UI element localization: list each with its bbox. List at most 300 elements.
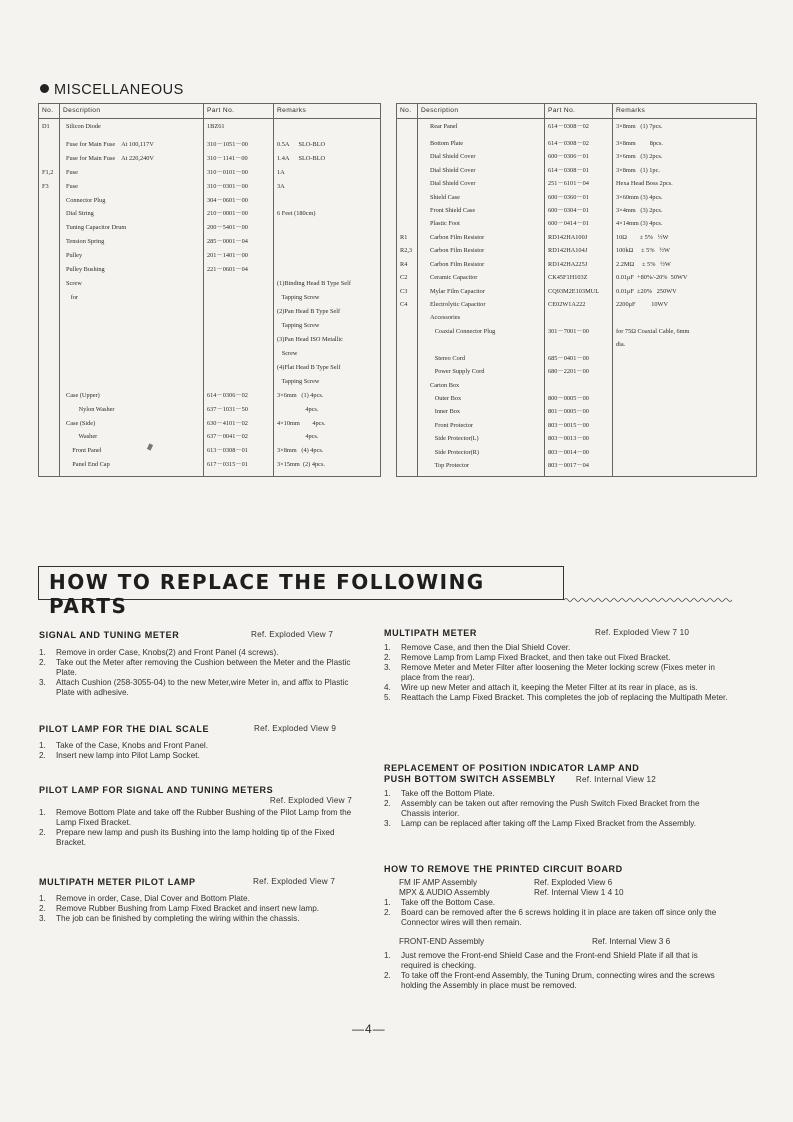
table-row (39, 169, 381, 183)
cell-part-no: 600－0360－01 (545, 194, 613, 207)
table-row (397, 341, 757, 354)
cell-no (397, 435, 418, 448)
cell-no (39, 336, 60, 350)
header-description: Description (418, 104, 545, 119)
cell-description: Rear Panel (418, 119, 545, 140)
section-heading: PILOT LAMP FOR SIGNAL AND TUNING METERS (39, 785, 274, 795)
cell-part-no (545, 314, 613, 327)
cell-part-no: 637－1031－50 (204, 406, 274, 420)
cell-no (397, 207, 418, 220)
cell-no (397, 395, 418, 408)
table-row (397, 247, 757, 260)
step: 3. Remove Meter and Meter Filter after loosening the Meter locking screw (Fixes meter in place from the rear). (384, 663, 715, 682)
cell-description: Carton Box (418, 382, 545, 395)
section-heading: SIGNAL AND TUNING METER (39, 630, 180, 640)
cell-part-no: 800－0005－00 (545, 395, 613, 408)
step: 1. Remove Bottom Plate and take off the Rubber Bushing of the Pilot Lamp from the Lamp Fixed Bracket. (39, 808, 352, 827)
table-row (397, 288, 757, 301)
cell-remarks (274, 224, 381, 238)
step: 1. Remove in order Case, Knobs(2) and Front Panel (4 screws). (39, 648, 279, 657)
table-filler-row (39, 475, 381, 476)
cell-remarks: (3)Pan Head ISO Metallic (274, 336, 381, 350)
signal-tuning-meter-section (39, 630, 362, 698)
filler-cell (418, 475, 545, 476)
cell-no: F3 (39, 183, 60, 197)
cell-remarks (613, 355, 757, 368)
cell-description: Case (Side) (60, 420, 204, 434)
step: 5. Reattach the Lamp Fixed Bracket. This completes the job of replacing the Multipath Meter. (384, 693, 728, 702)
cell-remarks: 3×6mm (3) 2pcs. (613, 153, 757, 166)
header-part-no: Part No. (545, 104, 613, 119)
cell-part-no (545, 382, 613, 395)
cell-no (397, 153, 418, 166)
table-row (39, 433, 381, 447)
table-row (39, 155, 381, 169)
sub-assembly-name: MPX & AUDIO Assembly (399, 888, 490, 897)
cell-part-no: 637－0041－02 (204, 433, 274, 447)
cell-part-no (545, 341, 613, 354)
cell-remarks (613, 382, 757, 395)
cell-no (397, 462, 418, 475)
cell-no (39, 350, 60, 364)
cell-remarks (613, 462, 757, 475)
cell-part-no: 803－0015－00 (545, 422, 613, 435)
sub-assembly-name: FRONT-END Assembly (399, 937, 485, 946)
cell-part-no (204, 336, 274, 350)
step: 4. Wire up new Meter and attach it, keeping the Meter Filter at its rear in place, as is. (384, 683, 698, 692)
cell-part-no: CQ93M2E103MUL (545, 288, 613, 301)
cell-part-no: 600－0304－01 (545, 207, 613, 220)
step: 2. Insert new lamp into Pilot Lamp Socket. (39, 751, 200, 760)
filler-cell (274, 475, 381, 476)
cell-part-no: 251－6101－04 (545, 180, 613, 193)
cell-no (397, 180, 418, 193)
filler-cell (613, 475, 757, 476)
cell-no: R1 (397, 234, 418, 247)
table-row (397, 180, 757, 193)
cell-remarks: 6 Feet (180cm) (274, 210, 381, 224)
cell-no (39, 210, 60, 224)
cell-remarks: (4)Flat Head B Type Self (274, 364, 381, 378)
cell-part-no: 617－0315－01 (204, 461, 274, 475)
step: 1. Take of the Case, Knobs and Front Panel. (39, 741, 209, 750)
cell-no (39, 252, 60, 266)
wavy-line-decoration (564, 596, 734, 604)
cell-description: Top Protector (418, 462, 545, 475)
cell-no (39, 364, 60, 378)
header-part-no: Part No. (204, 104, 274, 119)
cell-no (397, 422, 418, 435)
cell-part-no: 210－0001－00 (204, 210, 274, 224)
cell-part-no: 680－2201－00 (545, 368, 613, 381)
table-row (39, 119, 381, 141)
table-row (397, 207, 757, 220)
cell-remarks: 3×6mm (1) 4pcs. (274, 392, 381, 406)
cell-remarks (613, 368, 757, 381)
table-row (39, 350, 381, 364)
table-row (39, 210, 381, 224)
cell-description: Mylar Film Capacitor (418, 288, 545, 301)
table-row (397, 167, 757, 180)
cell-description: Screw (60, 280, 204, 294)
page-number: —4— (352, 1022, 386, 1036)
cell-description: Side Protector(L) (418, 435, 545, 448)
table-row (39, 266, 381, 280)
cell-no (39, 238, 60, 252)
cell-remarks (274, 197, 381, 211)
table-row (39, 364, 381, 378)
cell-part-no: 285－0001－04 (204, 238, 274, 252)
step: 3. Lamp can be replaced after taking off the Lamp Fixed Bracket from the Assembly. (384, 819, 697, 828)
table-row (397, 194, 757, 207)
cell-part-no: 803－0013－00 (545, 435, 613, 448)
filler-cell (397, 475, 418, 476)
cell-remarks: Tapping Screw (274, 378, 381, 392)
table-row (397, 261, 757, 274)
table-row (397, 395, 757, 408)
pilot-lamp-dial-section (39, 724, 362, 761)
pcb-removal-section (384, 864, 730, 991)
cell-remarks: 3×8mm (1) 1pc. (613, 167, 757, 180)
cell-remarks: Tapping Screw (274, 294, 381, 308)
table-row (39, 447, 381, 461)
cell-remarks: 0.01μF ±20% 250WV (613, 288, 757, 301)
cell-part-no: 221－0601－04 (204, 266, 274, 280)
cell-remarks (274, 252, 381, 266)
cell-part-no: RD142HA104J (545, 247, 613, 260)
cell-no (397, 220, 418, 233)
step: 1. Remove in order, Case, Dial Cover and Bottom Plate. (39, 894, 250, 903)
cell-description (418, 341, 545, 354)
cell-description: Accessories (418, 314, 545, 327)
cell-no (39, 406, 60, 420)
header-no: No. (39, 104, 60, 119)
cell-description: Nylon Washer (60, 406, 204, 420)
sub-assembly-name: FM IF AMP Assembly (399, 878, 478, 887)
cell-remarks (274, 238, 381, 252)
table-row (397, 462, 757, 475)
cell-no (397, 368, 418, 381)
cell-remarks: 3×60mm (3) 4pcs. (613, 194, 757, 207)
table-row (397, 408, 757, 421)
cell-part-no: 630－4101－02 (204, 420, 274, 434)
cell-remarks: 3×8mm (4) 4pcs. (274, 447, 381, 461)
cell-part-no: 301－7001－00 (545, 328, 613, 341)
cell-description: Tension Spring (60, 238, 204, 252)
cell-remarks (613, 422, 757, 435)
cell-no (39, 322, 60, 336)
cell-description: Plastic Foot (418, 220, 545, 233)
cell-no: R2,3 (397, 247, 418, 260)
cell-part-no: 600－0306－01 (545, 153, 613, 166)
table-row (39, 197, 381, 211)
cell-remarks (613, 395, 757, 408)
cell-no (39, 447, 60, 461)
table-row (39, 224, 381, 238)
table-row (39, 322, 381, 336)
step: 2. Prepare new lamp and push its Bushing into the lamp holding tip of the Fixed Bracket. (39, 828, 335, 847)
table-row (397, 328, 757, 341)
cell-part-no (204, 350, 274, 364)
cell-description (60, 308, 204, 322)
cell-no (397, 408, 418, 421)
section-heading: HOW TO REMOVE THE PRINTED CIRCUIT BOARD (384, 864, 623, 874)
section-heading: MULTIPATH METER PILOT LAMP (39, 877, 196, 887)
cell-description: for (60, 294, 204, 308)
cell-no (397, 328, 418, 341)
cell-no: D1 (39, 119, 60, 141)
cell-part-no: 200－5401－00 (204, 224, 274, 238)
cell-no (39, 266, 60, 280)
cell-remarks: Hexa Head Boss 2pcs. (613, 180, 757, 193)
cell-description: Dial Shield Cover (418, 167, 545, 180)
cell-remarks (613, 449, 757, 462)
table-row (39, 308, 381, 322)
header-description: Description (60, 104, 204, 119)
cell-part-no: 685－0401－00 (545, 355, 613, 368)
cell-no: R4 (397, 261, 418, 274)
step: 2. Board can be removed after the 6 screws holding it in place are taken off since only the Connector wires will then remain. (384, 908, 717, 927)
cell-remarks: 4pcs. (274, 406, 381, 420)
section-ref: Ref. Exploded View 9 (254, 724, 337, 733)
cell-remarks (274, 119, 381, 141)
cell-no (39, 280, 60, 294)
table-row (397, 435, 757, 448)
cell-part-no: RD142HA100J (545, 234, 613, 247)
cell-part-no: 310－0301－00 (204, 183, 274, 197)
table-row (39, 294, 381, 308)
cell-remarks (613, 314, 757, 327)
cell-description: Inner Box (418, 408, 545, 421)
cell-description: Dial String (60, 210, 204, 224)
table-row (39, 392, 381, 406)
cell-description: Front Panel (60, 447, 204, 461)
cell-remarks: 1A (274, 169, 381, 183)
cell-description: Electrolytic Capacitor (418, 301, 545, 314)
cell-part-no: 1BZ61 (204, 119, 274, 141)
cell-description: Dial Shield Cover (418, 180, 545, 193)
cell-part-no: 614－0308－01 (545, 167, 613, 180)
cell-description (60, 350, 204, 364)
section-heading: REPLACEMENT OF POSITION INDICATOR LAMP AND (384, 763, 640, 773)
cell-no: C2 (397, 274, 418, 287)
cell-description (60, 364, 204, 378)
cell-remarks (613, 408, 757, 421)
table-row (39, 252, 381, 266)
cell-description: Carbon Film Resistor (418, 261, 545, 274)
table-row (39, 183, 381, 197)
cell-description: Fuse (60, 183, 204, 197)
step: 2. Take out the Meter after removing the Cushion between the Meter and the Plastic Plate. (39, 658, 351, 677)
step: 1. Just remove the Front-end Shield Case and the Front-end Shield Plate if all that is required is checking. (384, 951, 698, 970)
filler-cell (204, 475, 274, 476)
cell-remarks: (2)Pan Head B Type Self (274, 308, 381, 322)
step: 3. Attach Cushion (258-3055-04) to the new Meter,wire Meter in, and affix to Plastic Plate with adhesive. (39, 678, 349, 697)
table-row (397, 422, 757, 435)
cell-no (39, 461, 60, 475)
section-ref: Ref. Exploded View 7 10 (595, 628, 690, 637)
section-ref: Ref. Exploded View 7 (269, 796, 352, 805)
table-row (397, 355, 757, 368)
cell-description: Connector Plug (60, 197, 204, 211)
section-title (40, 82, 184, 98)
cell-description: Tuning Capacitor Drum (60, 224, 204, 238)
header-no: No. (397, 104, 418, 119)
cell-description: Side Protector(R) (418, 449, 545, 462)
table-row (397, 368, 757, 381)
cell-description: Fuse for Main Fuse At 100,117V (60, 141, 204, 155)
table-row (397, 153, 757, 166)
cell-no (39, 141, 60, 155)
cell-description: Ceramic Capacitor (418, 274, 545, 287)
cell-remarks: for 75Ω Coaxial Cable, 6mm (613, 328, 757, 341)
step: 1. Take off the Bottom Case. (384, 898, 496, 907)
table-row (39, 280, 381, 294)
cell-description: Power Supply Cord (418, 368, 545, 381)
cell-part-no (204, 308, 274, 322)
cell-no (397, 314, 418, 327)
cell-description: Fuse for Main Fuse At 220,240V (60, 155, 204, 169)
cell-remarks: 10Ω ± 5% ½W (613, 234, 757, 247)
cell-part-no (204, 294, 274, 308)
cell-part-no: 613－0308－01 (204, 447, 274, 461)
header-remarks: Remarks (274, 104, 381, 119)
cell-part-no: 304－0601－00 (204, 197, 274, 211)
sub-assembly-ref: Ref. Internal View 3 6 (592, 937, 671, 946)
cell-no (397, 167, 418, 180)
table-row (397, 382, 757, 395)
step: 2. Remove Rubber Bushing from Lamp Fixed Bracket and insert new lamp. (39, 904, 320, 913)
cell-remarks: 0.5A SLO-BLO (274, 141, 381, 155)
cell-description: Washer (60, 433, 204, 447)
sub-assembly-ref: Ref. Exploded View 6 (534, 878, 613, 887)
table-row (397, 234, 757, 247)
cell-remarks: 4×10mm 4pcs. (274, 420, 381, 434)
table-row (397, 314, 757, 327)
cell-part-no: 614－0308－02 (545, 140, 613, 153)
header-remarks: Remarks (613, 104, 757, 119)
cell-remarks: Screw (274, 350, 381, 364)
section-heading-line2: PUSH BOTTOM SWITCH ASSEMBLY (384, 774, 556, 784)
cell-remarks: 3×4mm (3) 2pcs. (613, 207, 757, 220)
cell-remarks: 2200μF 10WV (613, 301, 757, 314)
filler-cell (39, 475, 60, 476)
section-heading: MULTIPATH METER (384, 628, 477, 638)
parts-table-left (38, 103, 381, 477)
cell-description: Silicon Diode (60, 119, 204, 141)
cell-description: Carbon Film Resistor (418, 247, 545, 260)
cell-remarks: 1.4A SLO-BLO (274, 155, 381, 169)
cell-description (60, 378, 204, 392)
cell-description: Pulley Bushing (60, 266, 204, 280)
cell-remarks (274, 266, 381, 280)
sub-assembly-ref: Ref. Internal View 1 4 10 (534, 888, 624, 897)
cell-remarks: 3×8mm (1) 7pcs. (613, 119, 757, 140)
table-row (39, 336, 381, 350)
cell-remarks: 100kΩ ± 5% ½W (613, 247, 757, 260)
cell-remarks: 0.01μF +80%/-20% 50WV (613, 274, 757, 287)
step: 3. The job can be finished by completing the wiring within the chassis. (39, 914, 300, 923)
table-row (39, 420, 381, 434)
cell-description: Bottom Plate (418, 140, 545, 153)
cell-remarks: 3×8mm 8pcs. (613, 140, 757, 153)
cell-remarks: 2.2MΩ ± 5% ½W (613, 261, 757, 274)
table-row (397, 274, 757, 287)
table-row (39, 406, 381, 420)
cell-description (60, 336, 204, 350)
cell-no (397, 140, 418, 153)
cell-part-no: 801－0005－00 (545, 408, 613, 421)
cell-remarks: 3A (274, 183, 381, 197)
cell-description: Pulley (60, 252, 204, 266)
cell-part-no (204, 378, 274, 392)
howto-title: HOW TO REPLACE THE FOLLOWING PARTS (49, 570, 485, 618)
cell-remarks (613, 435, 757, 448)
cell-no (39, 155, 60, 169)
cell-part-no: 803－0014－00 (545, 449, 613, 462)
step: 1. Remove Case, and then the Dial Shield Cover. (384, 643, 571, 652)
cell-no (397, 449, 418, 462)
parts-table-right (396, 103, 757, 477)
cell-no (39, 308, 60, 322)
section-title-text: MISCELLANEOUS (54, 82, 184, 98)
cell-no: C3 (397, 288, 418, 301)
cell-part-no (204, 364, 274, 378)
multipath-meter-section (384, 628, 730, 703)
cell-no (39, 197, 60, 211)
table-row (397, 220, 757, 233)
cell-description: Panel End Cap (60, 461, 204, 475)
table-row (397, 301, 757, 314)
cell-description: Dial Shield Cover (418, 153, 545, 166)
step: 2. Remove Lamp from Lamp Fixed Bracket, and then take out Fixed Bracket. (384, 653, 671, 662)
filler-cell (545, 475, 613, 476)
cell-description: Carbon Film Resistor (418, 234, 545, 247)
cell-description: Fuse (60, 169, 204, 183)
section-ref: Ref. Exploded View 7 (253, 877, 336, 886)
cell-description: Coaxial Connector Plug (418, 328, 545, 341)
cell-remarks: (1)Binding Head B Type Self (274, 280, 381, 294)
position-indicator-section (384, 763, 730, 829)
cell-part-no: 310－0101－00 (204, 169, 274, 183)
cell-no (39, 294, 60, 308)
cell-part-no: RD142HA225J (545, 261, 613, 274)
cell-description: Front Shield Case (418, 207, 545, 220)
cell-description: Front Protector (418, 422, 545, 435)
cell-no (39, 378, 60, 392)
cell-part-no (204, 322, 274, 336)
cell-remarks: Tapping Screw (274, 322, 381, 336)
table-row (397, 119, 757, 140)
table-row (397, 140, 757, 153)
cell-part-no: 600－0414－01 (545, 220, 613, 233)
table-row (39, 141, 381, 155)
table-row (39, 238, 381, 252)
step: 1. Take off the Bottom Plate. (384, 789, 495, 798)
multipath-pilot-section (39, 877, 362, 924)
cell-no (39, 392, 60, 406)
cell-description (60, 322, 204, 336)
cell-description: Stereo Cord (418, 355, 545, 368)
cell-remarks: 3×15mm (2) 4pcs. (274, 461, 381, 475)
cell-description: Outer Box (418, 395, 545, 408)
cell-no (397, 194, 418, 207)
step: 2. Assembly can be taken out after removing the Push Switch Fixed Bracket from the Chassis interior. (384, 799, 700, 818)
pilot-lamp-signal-section (39, 785, 362, 848)
table-row (39, 378, 381, 392)
howto-title-box (38, 566, 564, 618)
cell-part-no: 614－0308－02 (545, 119, 613, 140)
